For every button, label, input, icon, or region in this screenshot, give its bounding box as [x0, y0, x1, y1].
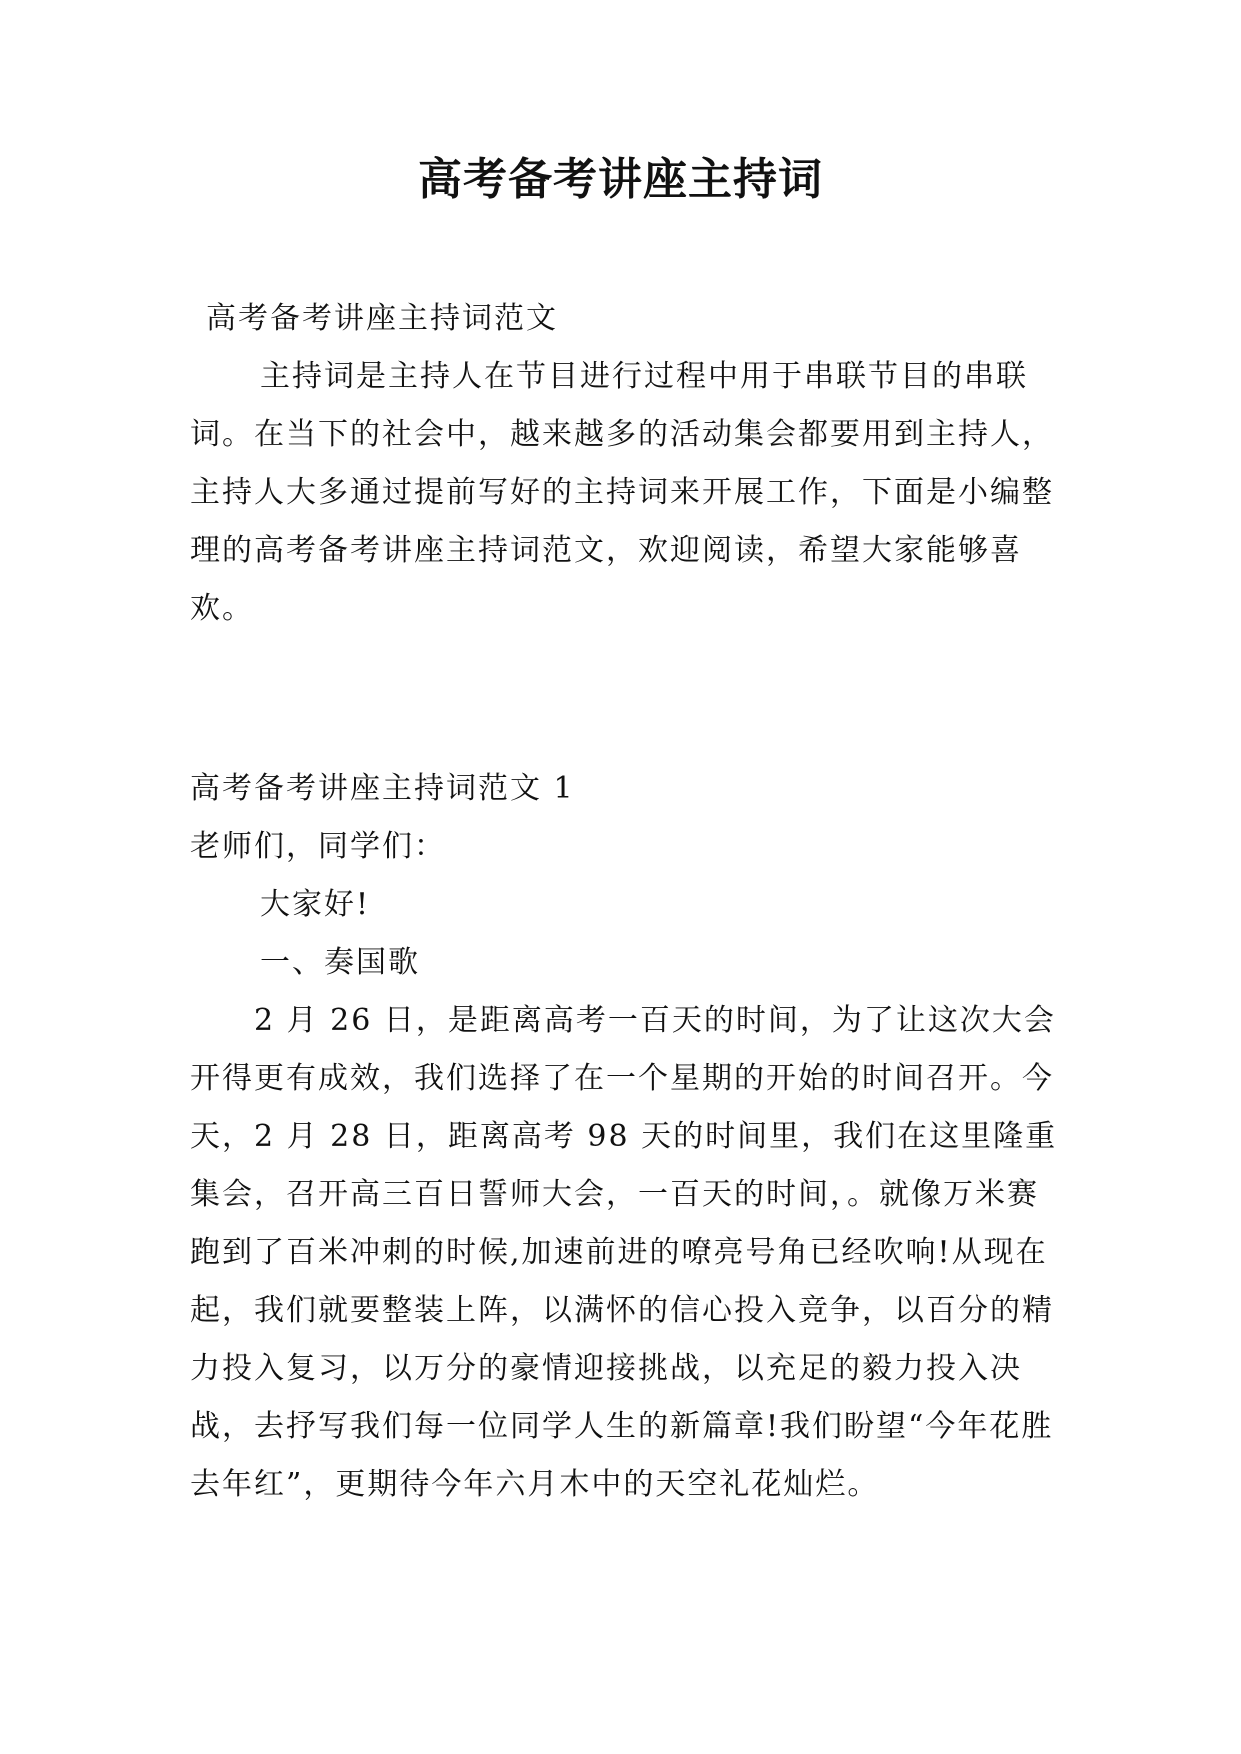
- intro-paragraph: 主持词是主持人在节目进行过程中用于串联节目的串联词。在当下的社会中，越来越多的活动集会都要用到主持人，主持人大多通过提前写好的主持词来开展工作，下面是小编整理的高考备考讲座主持词范文，欢迎阅读，希望大家能够喜欢。: [190, 359, 1054, 626]
- agenda-item-1: 一、奏国歌: [260, 945, 420, 980]
- section-title: 高考备考讲座主持词范文 1: [190, 771, 575, 806]
- document-subtitle: 高考备考讲座主持词范文: [206, 301, 558, 336]
- greeting-line: 老师们，同学们：: [190, 829, 446, 864]
- hello-line: 大家好!: [260, 887, 371, 922]
- document-title: 高考备考讲座主持词: [418, 154, 823, 205]
- body-paragraph-1: 2 月 26 日，是距离高考一百天的时间，为了让这次大会开得更有成效，我们选择了在一个星期的开始的时间召开。今天，2 月 28 日，距离高考 98 天的时间里，我们在这里隆重集会，召开高三百日誓师大会，一百天的时间，。就像万米赛跑到了百米冲刺的时候,加速前进的嘹亮号角已经吹响!从现在起，我们就要整装上阵，以满怀的信心投入竞争，以百分的精力投入复习，以万分的豪情迎接挑战，以充足的毅力投入决战，去抒写我们每一位同学人生的新篇章!我们盼望“今年花胜去年红”，更期待今年六月木中的天空礼花灿烂。: [190, 1003, 1058, 1502]
